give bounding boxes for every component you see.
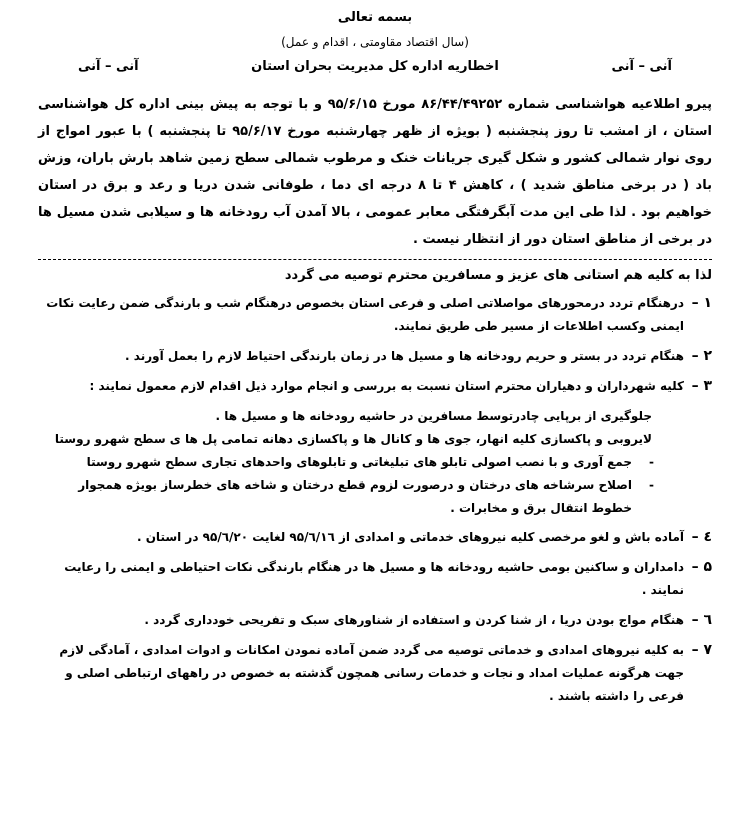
item-text: هنگام تردد در بستر و حریم رودخانه ها و مسیل ها در زمان بارندگی احتیاط لازم را بعمل آورند . [125, 349, 684, 363]
advice-heading: لذا به کلیه هم استانی های عزیز و مسافرین محترم توصیه می گردد [284, 268, 712, 283]
item-text: درهنگام تردد درمحورهای مواصلاتی اصلی و فرعی استان بخصوص درهنگام شب و بارندگی ضمن رعایت نکات ایمنی وکسب اطلاعات از مسیر طی طریق نمایند. [46, 296, 684, 333]
title-row [38, 59, 712, 81]
list-item [38, 292, 712, 338]
list-item [38, 609, 712, 632]
sub-list [38, 405, 712, 520]
sub-item [38, 474, 652, 520]
item-text: کلیه شهرداران و دهیاران محترم استان نسبت به بررسی و انجام موارد ذیل اقدام لازم معمول نمایند : [89, 379, 684, 393]
dash-bullet-icon: - [649, 455, 654, 469]
list-item [38, 556, 712, 602]
list-item [38, 639, 712, 708]
list-item [38, 526, 712, 549]
sub-item-text: اصلاح سرشاخه های درختان و درصورت لزوم قطع درختان و شاخه های خطرساز بویژه همجوار خطوط انتقال برق و مخابرات . [78, 478, 632, 515]
item-number: ۳ – [691, 378, 712, 394]
basmala: بسمه تعالی [337, 10, 413, 25]
divider [38, 259, 712, 260]
item-number: ۲ – [691, 348, 712, 364]
item-number: ٦ – [691, 612, 712, 628]
document-title: اخطاریه اداره کل مدیریت بحران استان [251, 59, 499, 74]
intro-paragraph: پیرو اطلاعیه هواشناسی شماره ۸۶/۴۴/۴۹۲۵۲ مورخ ۹۵/۶/۱۵ و با توجه به پیش بینی اداره کل هواشناسی استان ، از امشب تا روز پنجشنبه ( بویژه از ظهر چهارشنبه مورخ ۹۵/۶/۱۷ تا پنجشنبه ) با عبور امواج از روی نوار شمالی کشور و شکل گیری جریانات خنک و مرطوب شمالی سطح زمین شاهد بارش باران، وزش باد ( در برخی مناطق شدید ) ، کاهش ۴ تا ۸ درجه ای دما ، طوفانی شدن دریا و رعد و برق در استان خواهیم بود . لذا طی این مدت آبگرفتگی معابر عمومی ، بالا آمدن آب رودخانه ها و سیلابی شدن مسیل ها در برخی از مناطق استان دور از انتظار نیست . [38, 97, 712, 247]
dash-bullet-icon: - [649, 478, 654, 492]
item-number: ۱ – [691, 295, 712, 311]
sub-item: جلوگیری از برپایی چادرتوسط مسافرین در حاشیه رودخانه ها و مسیل ها . [215, 409, 652, 423]
recommendation-list [38, 292, 712, 708]
item-text: به کلیه نیروهای امدادی و خدماتی توصیه می گردد ضمن آماده نمودن امکانات و ادوات امدادی ، آمادگی لازم جهت هرگونه عملیات امداد و نجات و خدمات رسانی همچون گذشته به خصوص در راههای ارتباطی اصلی و فرعی را داشته باشند . [59, 643, 684, 703]
item-text: دامداران و ساکنین بومی حاشیه رودخانه ها و مسیل ها در هنگام بارندگی نکات احتیاطی و ایمنی را رعایت نمایند . [64, 560, 684, 597]
item-number: ٤ – [691, 529, 712, 545]
urgency-label-left: آنی – آنی [78, 59, 139, 74]
item-text: آماده باش و لغو مرخصی کلیه نیروهای خدماتی و امدادی از ۹۵/٦/١٦ لغایت ۹۵/٦/۲۰ در استان . [136, 530, 684, 544]
list-item [38, 345, 712, 368]
sub-item: لایروبی و پاکسازی کلیه انهار، جوی ها و کانال ها و پاکسازی دهانه تمامی پل ها ی سطح شهرو روستا [54, 432, 652, 446]
item-text: هنگام مواج بودن دریا ، از شنا کردن و استفاده از شناورهای سبک و تفریحی خودداری گردد . [144, 613, 684, 627]
year-motto: (سال اقتصاد مقاومتی ، اقدام و عمل) [281, 35, 469, 49]
sub-item [38, 451, 652, 474]
sub-item-text: جمع آوری و با نصب اصولی تابلو های تبلیغاتی و تابلوهای واحدهای تجاری سطح شهرو روستا [86, 455, 632, 469]
list-item [38, 375, 712, 398]
item-number: ۵ – [691, 559, 712, 575]
urgency-label-right: آنی – آنی [611, 59, 672, 74]
item-number: ۷ – [691, 642, 712, 658]
